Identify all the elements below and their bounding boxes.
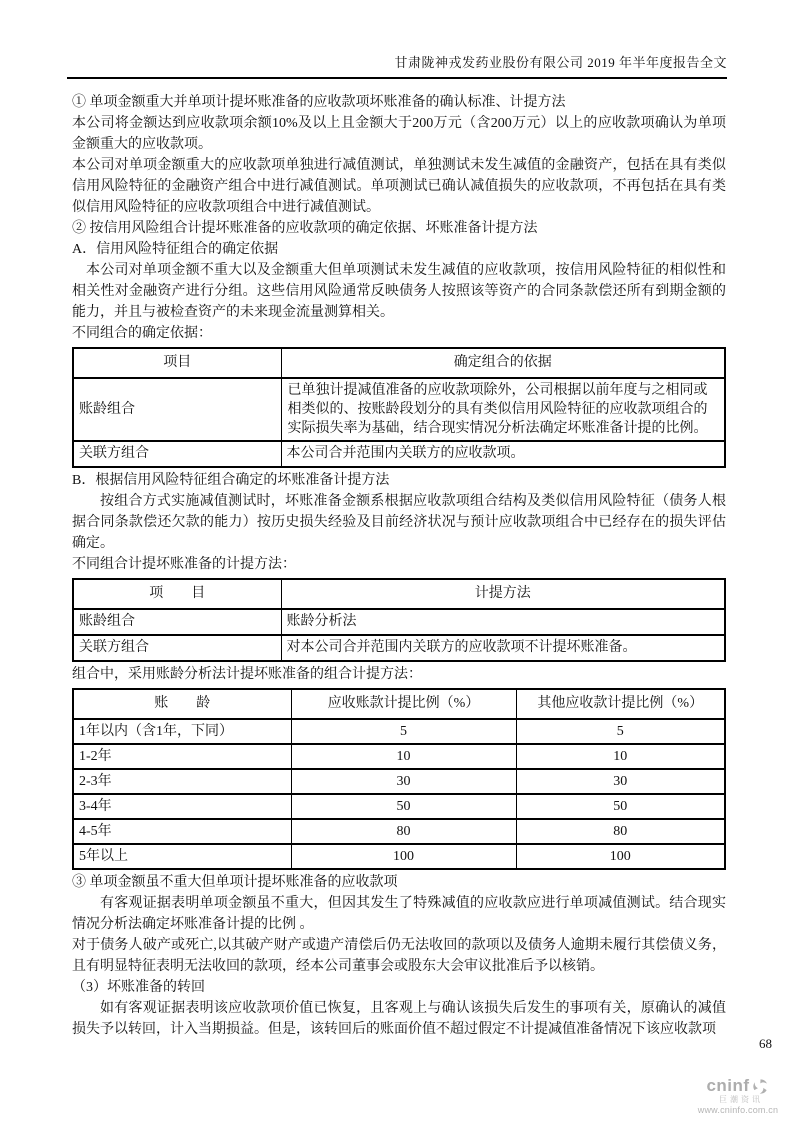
table-cell: 关联方组合 bbox=[73, 441, 281, 467]
report-header-title: 甘肃陇神戎发药业股份有限公司 2019 年半年度报告全文 bbox=[394, 55, 727, 70]
table-header-cell: 计提方法 bbox=[281, 579, 725, 609]
table-row bbox=[73, 635, 725, 661]
heading-item-3: ③ 单项金额虽不重大但单项计提坏账准备的应收款项 bbox=[72, 875, 398, 890]
heading-item-b: B．根据信用风险特征组合确定的坏账准备计提方法 bbox=[72, 473, 390, 488]
table-cell: 30 bbox=[516, 769, 725, 794]
table-cell: 80 bbox=[291, 819, 516, 844]
table-cell: 账龄组合 bbox=[73, 609, 281, 635]
table-cell: 2-3年 bbox=[73, 769, 291, 794]
table-row bbox=[73, 844, 725, 869]
aging-ratio-table bbox=[72, 688, 726, 870]
table-row bbox=[73, 378, 725, 441]
table-cell: 账龄组合 bbox=[73, 378, 281, 441]
table-cell: 50 bbox=[291, 794, 516, 819]
table-cell: 账龄分析法 bbox=[281, 609, 725, 635]
heading-item-2: ② 按信用风险组合计提坏账准备的应收款项的确定依据、坏账准备计提方法 bbox=[72, 221, 538, 236]
table-cell: 100 bbox=[291, 844, 516, 869]
table-cell: 关联方组合 bbox=[73, 635, 281, 661]
table-caption-aging: 组合中，采用账龄分析法计提坏账准备的组合计提方法： bbox=[72, 667, 422, 682]
page-number: 68 bbox=[759, 1036, 772, 1051]
table-cell: 5年以上 bbox=[73, 844, 291, 869]
table-cell: 5 bbox=[516, 719, 725, 744]
table-row bbox=[73, 719, 725, 744]
table-cell: 10 bbox=[291, 744, 516, 769]
paragraph: 本公司对单项金额不重大以及金额重大但单项测试未发生减值的应收款项，按信用风险特征的相似性和相关性对金融资产进行分组。这些信用风险通常反映债务人按照该等资产的合同条款偿还所有到期金额的能力，并且与被检查资产的未来现金流量测算相关。 bbox=[72, 263, 726, 320]
table-cell: 对本公司合并范围内关联方的应收款项不计提坏账准备。 bbox=[281, 635, 725, 661]
table-header-cell: 应收账款计提比例（%） bbox=[291, 689, 516, 719]
table-row bbox=[73, 441, 725, 467]
cninfo-logo bbox=[688, 1077, 788, 1116]
table-cell: 100 bbox=[516, 844, 725, 869]
table-header-cell: 确定组合的依据 bbox=[281, 348, 725, 378]
table-header-row bbox=[73, 579, 725, 609]
cninfo-url: www.cninfo.com.cn bbox=[697, 1105, 779, 1116]
paragraph: 如有客观证据表明该应收款项价值已恢复，且客观上与确认该损失后发生的事项有关，原确认的减值损失予以转回，计入当期损益。但是，该转回后的账面价值不超过假定不计提减值准备情况下该应收款项 bbox=[72, 1001, 726, 1037]
table-header-cell: 项目 bbox=[73, 348, 281, 378]
table-cell: 4-5年 bbox=[73, 819, 291, 844]
table-header-cell: 项 目 bbox=[73, 579, 281, 609]
table-row bbox=[73, 609, 725, 635]
table-header-row bbox=[73, 689, 725, 719]
provision-method-table bbox=[72, 578, 726, 662]
heading-item-3-sub: （3）坏账准备的转回 bbox=[72, 980, 205, 995]
portfolio-basis-table bbox=[72, 347, 726, 468]
table-header-cell: 其他应收款计提比例（%） bbox=[516, 689, 725, 719]
table-cell: 1-2年 bbox=[73, 744, 291, 769]
document-content bbox=[72, 92, 726, 1040]
cninfo-logo-row bbox=[688, 1077, 788, 1096]
table-header-row bbox=[73, 348, 725, 378]
table-caption-method: 不同组合计提坏账准备的计提方法： bbox=[72, 557, 296, 572]
cninfo-brand-text: cninf bbox=[706, 1076, 750, 1096]
table-cell: 5 bbox=[291, 719, 516, 744]
cninfo-swirl-icon bbox=[751, 1077, 770, 1096]
cninfo-chinese-name: 巨潮资讯 bbox=[719, 1095, 763, 1105]
table-cell: 已单独计提减值准备的应收款项除外，公司根据以前年度与之相同或相类似的、按账龄段划分的具有类似信用风险特征的应收款项组合的实际损失率为基础，结合现实情况分析法确定坏账准备计提的比例。 bbox=[281, 378, 725, 441]
table-cell: 3-4年 bbox=[73, 794, 291, 819]
table-cell: 本公司合并范围内关联方的应收款项。 bbox=[281, 441, 725, 467]
paragraph: 本公司对单项金额重大的应收款项单独进行减值测试，单独测试未发生减值的金融资产，包括在具有类似信用风险特征的金融资产组合中进行减值测试。单项测试已确认减值损失的应收款项，不再包括在具有类似信用风险特征的应收款项组合中进行减值测试。 bbox=[72, 158, 726, 215]
table-header-cell: 账 龄 bbox=[73, 689, 291, 719]
table-cell: 50 bbox=[516, 794, 725, 819]
table-cell: 30 bbox=[291, 769, 516, 794]
paragraph: 按组合方式实施减值测试时，坏账准备金额系根据应收款项组合结构及类似信用风险特征（债务人根据合同条款偿还欠款的能力）按历史损失经验及目前经济状况与预计应收款项组合中已经存在的损失评估确定。 bbox=[72, 494, 726, 551]
heading-item-1: ① 单项金额重大并单项计提坏账准备的应收款项坏账准备的确认标准、计提方法 bbox=[72, 95, 566, 110]
table-row bbox=[73, 819, 725, 844]
paragraph: 对于债务人破产或死亡,以其破产财产或遗产清偿后仍无法收回的款项以及债务人逾期未履行其偿债义务，且有明显特征表明无法收回的款项，经本公司董事会或股东大会审议批准后予以核销。 bbox=[72, 938, 726, 974]
table-row bbox=[73, 769, 725, 794]
page-header bbox=[67, 52, 727, 79]
table-caption-basis: 不同组合的确定依据： bbox=[72, 326, 212, 341]
table-cell: 1年以内（含1年，下同） bbox=[73, 719, 291, 744]
paragraph: 有客观证据表明单项金额虽不重大，但因其发生了特殊减值的应收款应进行单项减值测试。结合现实情况分析法确定坏账准备计提的比例 。 bbox=[72, 896, 726, 932]
table-cell: 80 bbox=[516, 819, 725, 844]
table-cell: 10 bbox=[516, 744, 725, 769]
table-row bbox=[73, 744, 725, 769]
table-row bbox=[73, 794, 725, 819]
heading-item-a: A．信用风险特征组合的确定依据 bbox=[72, 242, 279, 257]
paragraph: 本公司将金额达到应收款项余额10%及以上且金额大于200万元（含200万元）以上的应收款项确认为单项金额重大的应收款项。 bbox=[72, 116, 726, 152]
